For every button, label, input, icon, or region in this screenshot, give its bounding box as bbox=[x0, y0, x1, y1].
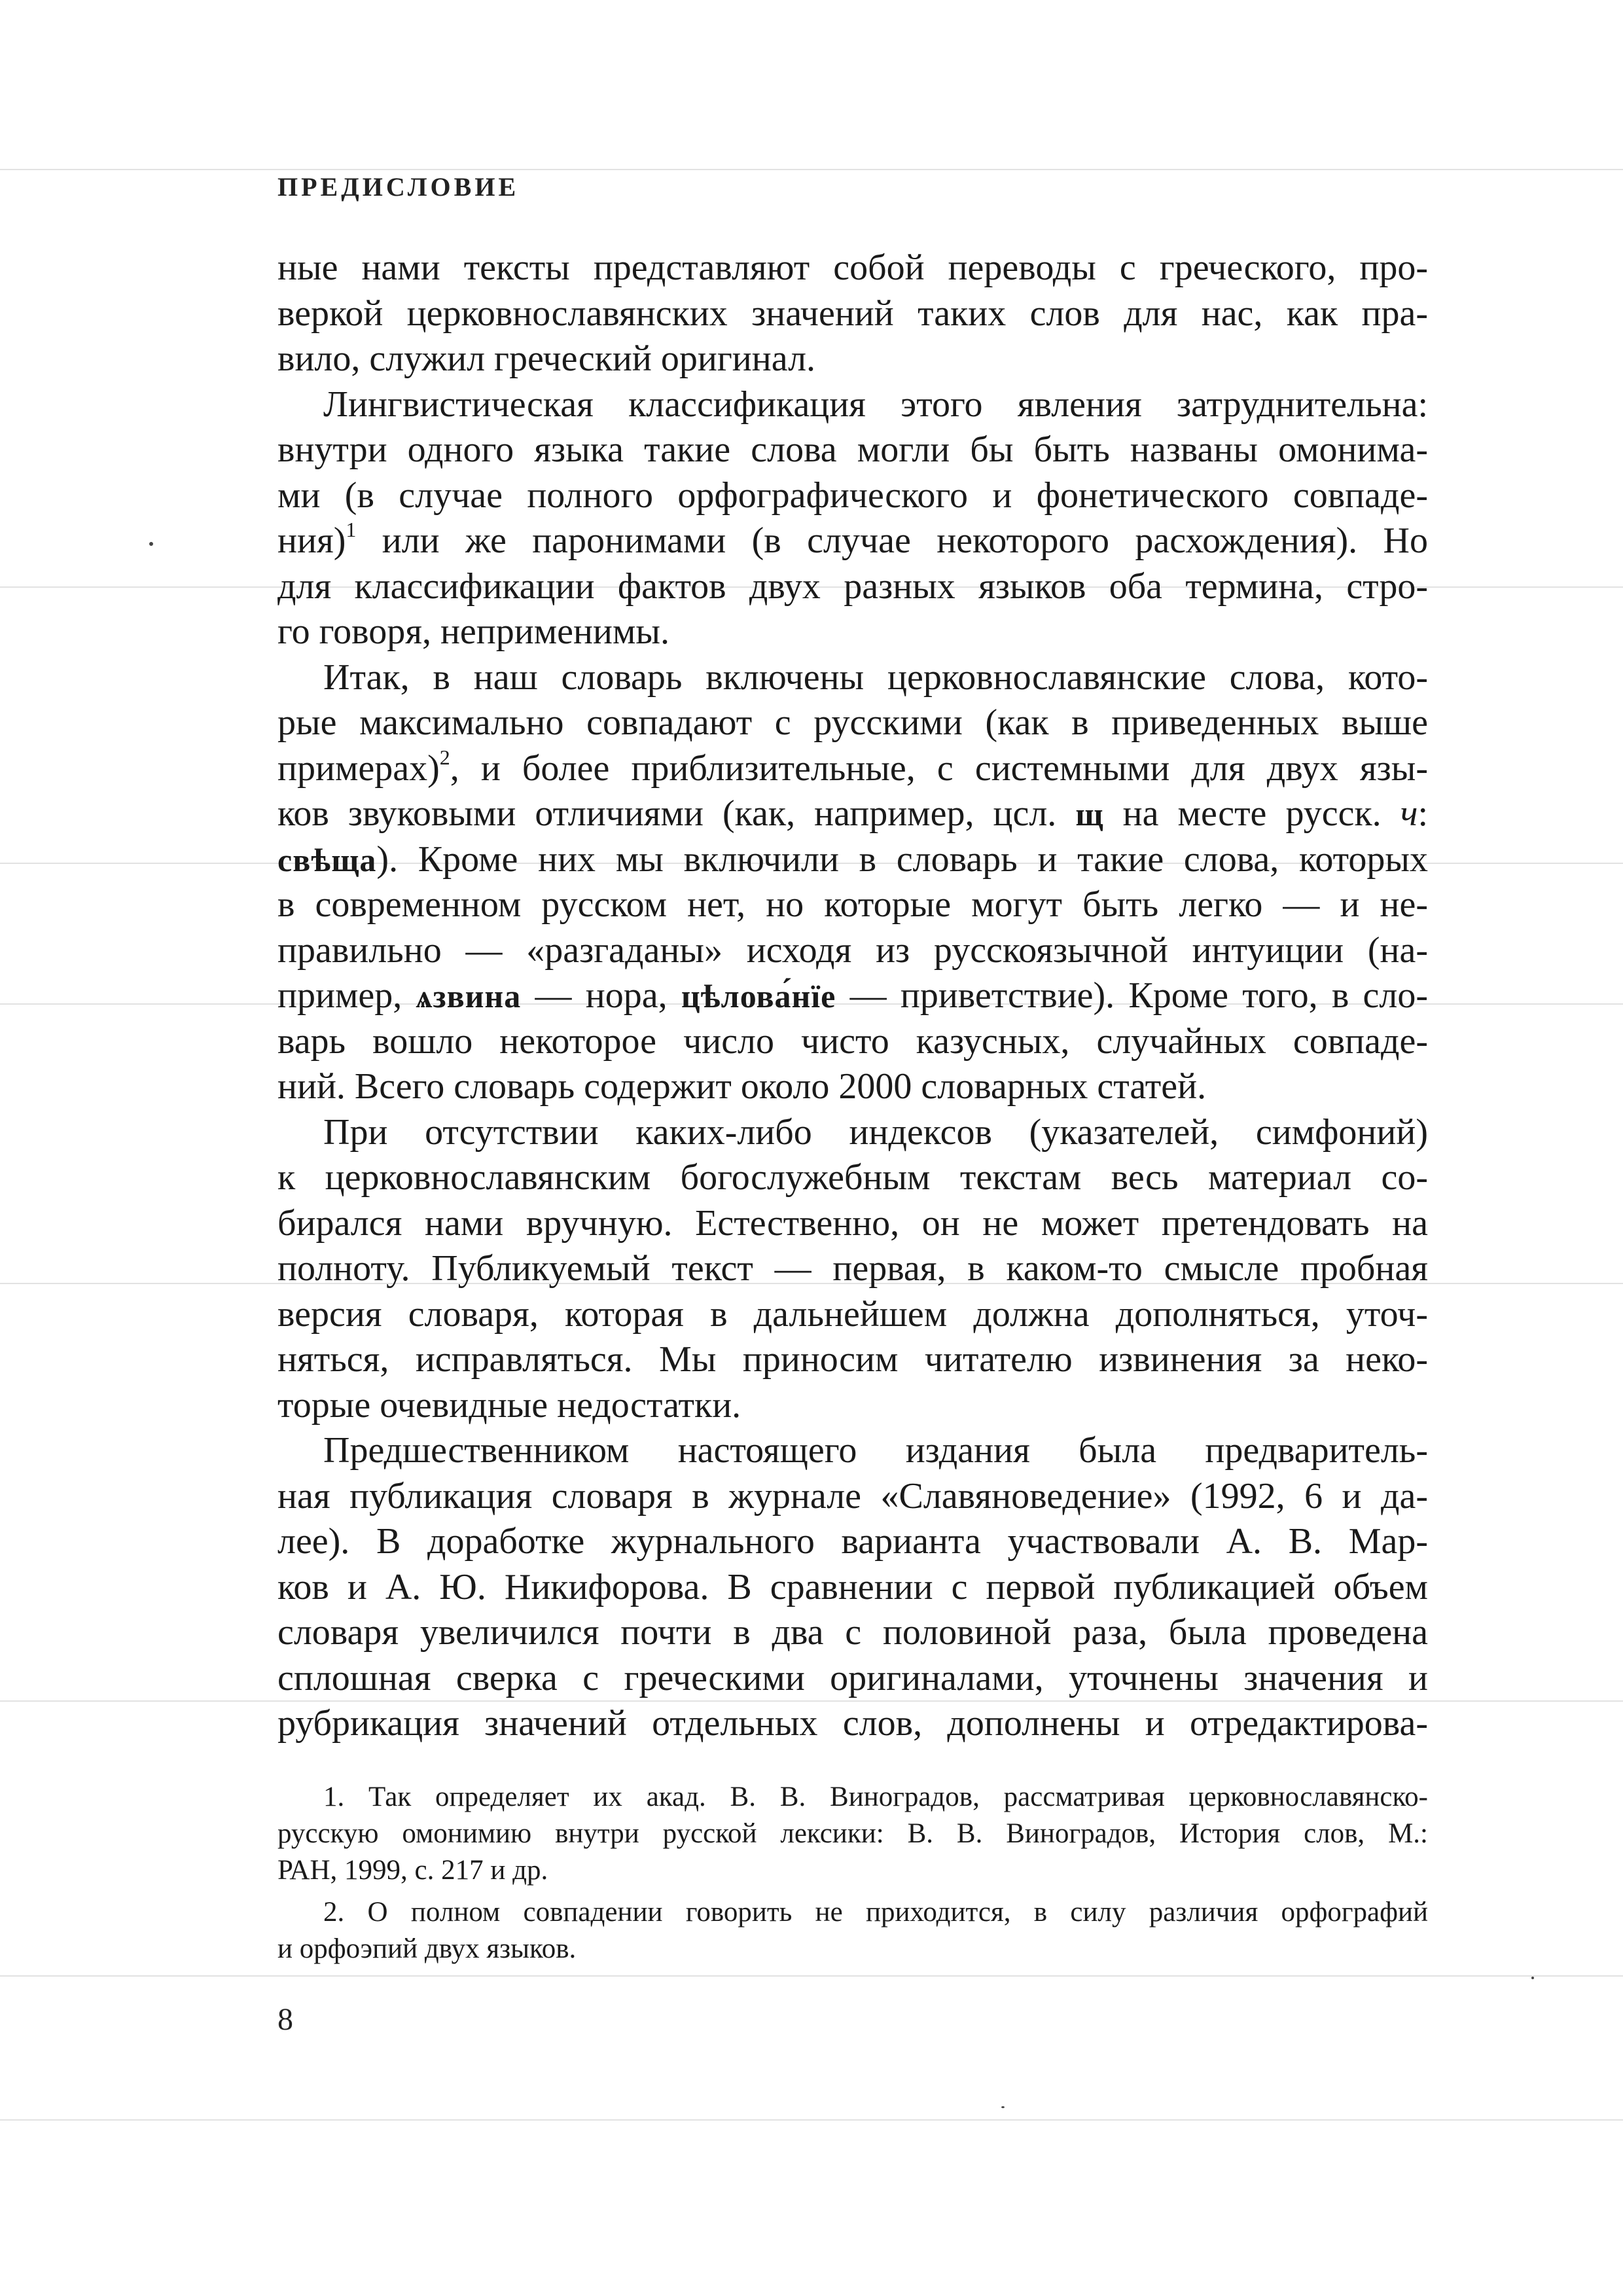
text-line: Предшественником настоящего издания была предваритель- bbox=[323, 1430, 1428, 1471]
text-line: ная публикация словаря в журнале «Славяноведение» (1992, 6 и да- bbox=[277, 1475, 1428, 1516]
text-line: При отсутствии каких-либо индексов (указателей, симфоний) bbox=[323, 1111, 1428, 1153]
text-line: ков звуковыми отличиями (как, например, цсл. щ на месте русск. ч: bbox=[277, 793, 1428, 834]
footnote-line: РАН, 1999, с. 217 и др. bbox=[277, 1855, 548, 1886]
text-line: пример, ѧзвина — нора, цѣлова́нїе — приветствие). Кроме того, в сло- bbox=[277, 975, 1428, 1016]
text-line: примерах)$^2$, и более приблизительные, с системными для двух язы- bbox=[277, 745, 1428, 789]
text-line: к церковнославянским богослужебным текстам весь материал со- bbox=[277, 1157, 1428, 1198]
text-line: для классификации фактов двух разных языков оба термина, стро- bbox=[277, 565, 1428, 607]
footnote-marker[interactable]: 2 bbox=[439, 745, 450, 769]
text-line: правильно — «разгаданы» исходя из русскоязычной интуиции (на- bbox=[277, 929, 1428, 971]
footnote-marker[interactable]: 1 bbox=[346, 518, 357, 541]
text-line: свѣща). Кроме них мы включили в словарь и такие слова, которых bbox=[277, 838, 1428, 880]
text-line: няться, исправляться. Мы приносим читателю извинения за неко- bbox=[277, 1339, 1428, 1380]
footnote-line: русскую омонимию внутри русской лексики: В. В. Виноградов, История слов, М.: bbox=[277, 1818, 1428, 1849]
footnote-line: и орфоэпий двух языков. bbox=[277, 1933, 577, 1964]
text-line: веркой церковнославянских значений таких слов для нас, как пра- bbox=[277, 293, 1428, 334]
footnote-1: 1. Так определяет их акад. В. В. Виноградов, рассматривая церковнославянско- bbox=[323, 1782, 1428, 1812]
text-line: сплошная сверка с греческими оригиналами, уточнены значения и bbox=[277, 1657, 1428, 1698]
text-line: ний. Всего словарь содержит около 2000 словарных статей. bbox=[277, 1066, 1207, 1107]
text-line: лее). В доработке журнального варианта участвовали А. В. Мар- bbox=[277, 1521, 1428, 1562]
text-line: варь вошло некоторое число чисто казусных, случайных совпаде- bbox=[277, 1020, 1428, 1062]
footnote-2: 2. О полном совпадении говорить не приходится, в силу различия орфографий bbox=[323, 1897, 1428, 1928]
scan-line bbox=[0, 2119, 1623, 2121]
text-line: версия словаря, которая в дальнейшем должна дополняться, уточ- bbox=[277, 1293, 1428, 1335]
text-line: в современном русском нет, но которые могут быть легко — и не- bbox=[277, 884, 1428, 925]
church-slavonic-word: свѣща bbox=[277, 841, 377, 878]
text-line: словаря увеличился почти в два с половиной раза, была проведена bbox=[277, 1612, 1428, 1653]
scan-line bbox=[0, 1975, 1623, 1977]
text-line: Лингвистическая классификация этого явления затруднительна: bbox=[323, 384, 1428, 425]
scan-speck bbox=[1001, 2106, 1005, 2108]
text-line: рубрикация значений отдельных слов, дополнены и отредактирова- bbox=[277, 1703, 1428, 1744]
text-line: вило, служил греческий оригинал. bbox=[277, 338, 816, 379]
scan-speck bbox=[149, 542, 153, 546]
text-line: ния)$^1$ или же паронимами (в случае некоторого расхождения). Но bbox=[277, 518, 1428, 561]
church-slavonic-word: цѣлова́нїе bbox=[681, 978, 836, 1014]
text-line: ков и А. Ю. Никифорова. В сравнении с первой публикацией объем bbox=[277, 1566, 1428, 1607]
text-line: торые очевидные недостатки. bbox=[277, 1384, 741, 1426]
text-line: го говоря, неприменимы. bbox=[277, 611, 670, 652]
text-line: ми (в случае полного орфографического и фонетического совпаде- bbox=[277, 475, 1428, 516]
text-line: внутри одного языка такие слова могли бы быть названы омонима- bbox=[277, 429, 1428, 470]
text-line: рые максимально совпадают с русскими (как в приведенных выше bbox=[277, 702, 1428, 743]
church-slavonic-letter: щ bbox=[1075, 796, 1104, 833]
church-slavonic-word: ѧзвина bbox=[416, 978, 522, 1014]
text-line: полноту. Публикуемый текст — первая, в каком-то смысле пробная bbox=[277, 1248, 1428, 1289]
scan-line bbox=[0, 169, 1623, 170]
text-line: ные нами тексты представляют собой переводы с греческого, про- bbox=[277, 247, 1428, 288]
body-text bbox=[277, 245, 1428, 1747]
text-line: Итак, в наш словарь включены церковнославянские слова, кото- bbox=[323, 656, 1428, 698]
scan-speck bbox=[1531, 1977, 1534, 1979]
running-head: ПРЕДИСЛОВИЕ bbox=[277, 172, 520, 202]
russian-letter: ч bbox=[1400, 793, 1418, 834]
page-number: 8 bbox=[277, 2002, 293, 2037]
footnotes bbox=[277, 1779, 1428, 1967]
text-line: бирался нами вручную. Естественно, он не может претендовать на bbox=[277, 1202, 1428, 1244]
